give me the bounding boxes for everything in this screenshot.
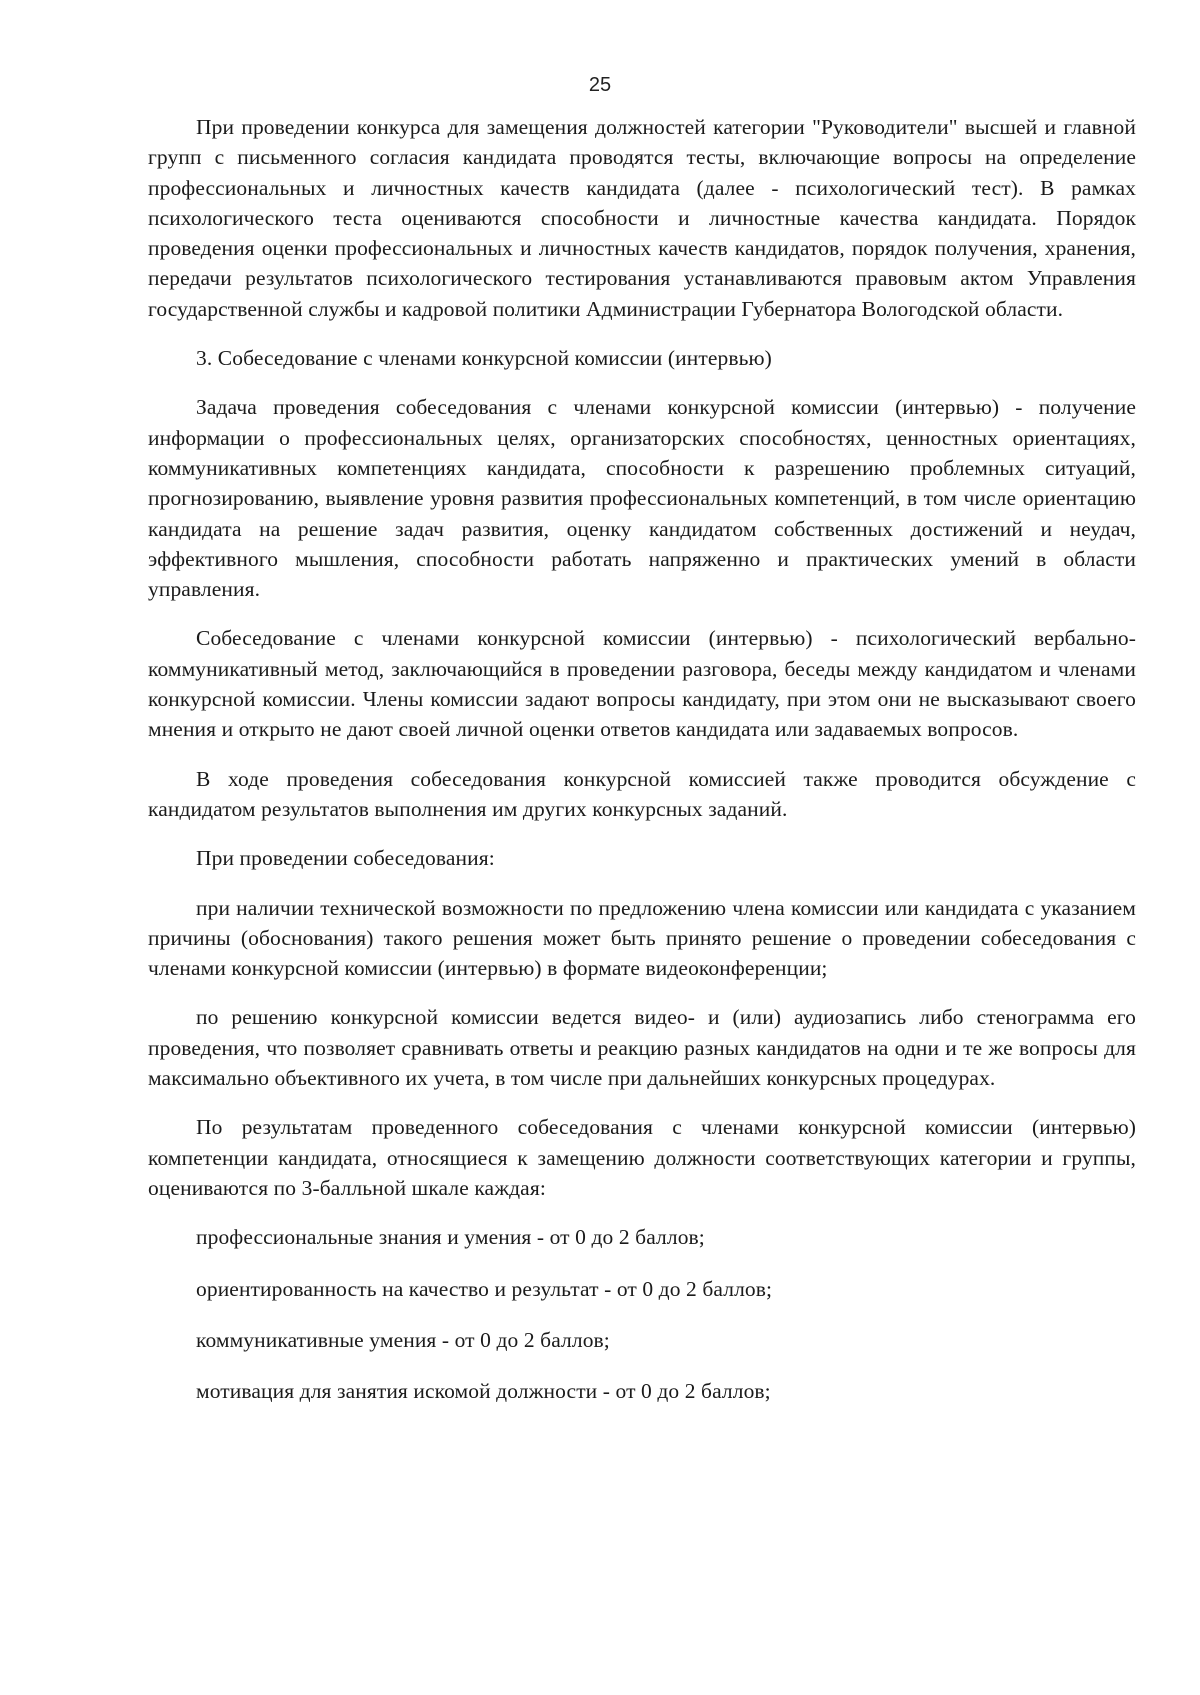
list-item: коммуникативные умения - от 0 до 2 баллов;	[196, 1327, 610, 1352]
paragraph-scoring: По результатам проведенного собеседования с членами конкурсной комиссии (интервью) компетенции кандидата, относящиеся к замещению должности соответствующих категории и группы, оцениваются по 3-балльной шкале каждая:	[148, 1115, 1136, 1200]
paragraph-psychological-test: При проведении конкурса для замещения должностей категории "Руководители" высшей и главной групп с письменного согласия кандидата проводятся тесты, включающие вопросы на определение профессиональных и личностных качеств кандидата (далее - психологический тест). В рамках психологического теста оцениваются способности и личностные качества кандидата. Порядок проведения оценки профессиональных и личностных качеств кандидатов, порядок получения, хранения, передачи результатов психологического тестирования устанавливаются правовым актом Управления государственной службы и кадровой политики Администрации Губернатора Вологодской области.	[148, 115, 1136, 321]
paragraph-videoconference: при наличии технической возможности по предложению члена комиссии или кандидата с указанием причины (обоснования) такого решения может быть принято решение о проведении собеседования с членами конкурсной комиссии (интервью) в формате видеоконференции;	[148, 895, 1136, 981]
list-item: профессиональные знания и умения - от 0 до 2 баллов;	[196, 1225, 705, 1250]
paragraph-interview-goal: Задача проведения собеседования с членами конкурсной комиссии (интервью) - получение информации о профессиональных целях, организаторских способностях, ценностных ориентациях, коммуникативных компетенциях кандидата, способности к разрешению проблемных ситуаций, прогнозированию, выявление уровня развития профессиональных компетенций, в том числе ориентацию кандидата на решение задач развития, оценку кандидатом собственных достижений и неудач, эффективного мышления, способности работать напряженно и практических умений в области управления.	[148, 395, 1136, 602]
page-number: 25	[588, 74, 612, 96]
paragraph-discussion: В ходе проведения собеседования конкурсной комиссией также проводится обсуждение с кандидатом результатов выполнения им других конкурсных заданий.	[148, 766, 1136, 821]
paragraph-during-interview: При проведении собеседования:	[196, 846, 495, 871]
paragraph-interview-definition: Собеседование с членами конкурсной комиссии (интервью) - психологический вербально-коммуникативный метод, заключающийся в проведении разговора, беседы между кандидатом и членами конкурсной комиссии. Члены комиссии задают вопросы кандидату, при этом они не высказывают своего мнения и открыто не дают своей личной оценки ответов кандидата или задаваемых вопросов.	[148, 626, 1136, 742]
list-item: мотивация для занятия искомой должности - от 0 до 2 баллов;	[196, 1379, 771, 1404]
section-heading-interview: 3. Собеседование с членами конкурсной комиссии (интервью)	[196, 346, 772, 371]
list-item: ориентированность на качество и результат - от 0 до 2 баллов;	[196, 1276, 773, 1301]
document-body	[148, 112, 1136, 1427]
paragraph-recording: по решению конкурсной комиссии ведется видео- и (или) аудиозапись либо стенограмма его проведения, что позволяет сравнивать ответы и реакцию разных кандидатов на одни и те же вопросы для максимально объективного их учета, в том числе при дальнейших конкурсных процедурах.	[148, 1005, 1136, 1091]
